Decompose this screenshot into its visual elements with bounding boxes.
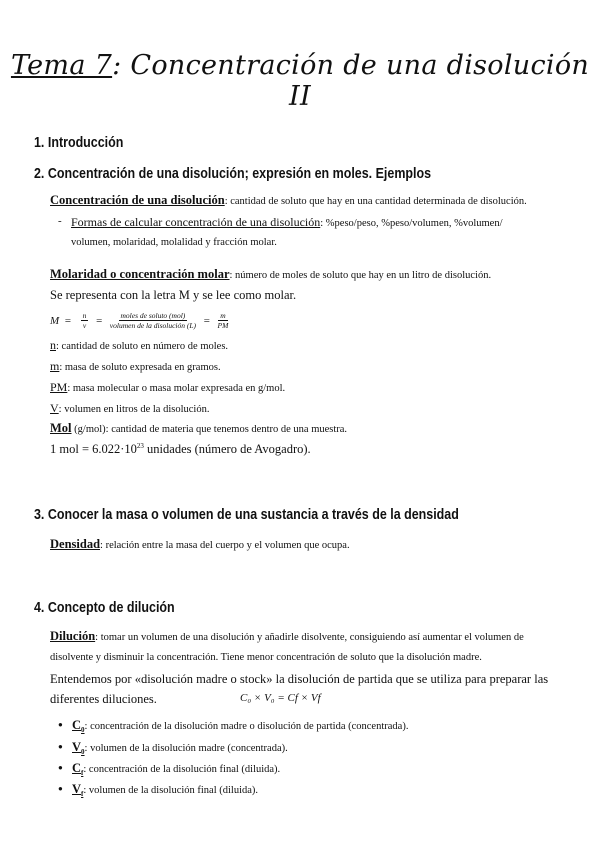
term-concentracion: Concentración de una disolución xyxy=(50,193,225,207)
dash-bullet: - xyxy=(58,215,62,227)
heading-dilucion: 4. Concepto de dilución xyxy=(34,600,175,616)
heading-introduccion: 1. Introducción xyxy=(34,135,124,151)
def-mol-label: Mol xyxy=(50,421,72,435)
avogadro-b: unidades (número de Avogadro). xyxy=(143,442,311,457)
title-rest: : Concentración de una disolución II xyxy=(112,50,590,112)
frac-m-pm xyxy=(217,311,228,330)
title-underlined: Tema 7 xyxy=(10,50,113,81)
para-dilucion-4: diferentes diluciones. xyxy=(50,692,157,706)
frac-v: v xyxy=(82,321,87,330)
text-densidad: : relación entre la masa del cuerpo y el volumen que ocupa. xyxy=(100,540,350,551)
text-molaridad: : número de moles de soluto que hay en un litro de disolución. xyxy=(229,270,492,281)
bullet-subscript: 0 xyxy=(81,726,85,735)
para-dilucion-3: Entendemos por «disolución madre o stock» la disolución de partida que se utiliza para preparar las xyxy=(50,672,549,686)
para-concentracion xyxy=(50,193,527,208)
bullet-symbol: C xyxy=(72,761,82,775)
para-dilucion-2: disolvente y disminuir la concentración. Tiene menor concentración de soluto que la disolución madre. xyxy=(50,652,482,663)
def-n xyxy=(50,338,228,353)
bullet-symbol: V xyxy=(72,782,82,796)
dilution-formula: C₀ × V₀ = Cf × Vf xyxy=(240,692,321,704)
def-m-label: m xyxy=(50,359,60,373)
bullet-symbol: V xyxy=(72,740,82,754)
def-v-text: : volumen en litros de la disolución. xyxy=(58,404,210,415)
frac-pm: PM xyxy=(217,321,229,330)
heading-concentracion: 2. Concentración de una disolución; expresión en moles. Ejemplos xyxy=(34,166,432,182)
frac-moles-vol xyxy=(110,311,196,330)
formula-eq3: = xyxy=(203,314,211,327)
def-mol xyxy=(50,421,347,436)
para-formas-2: volumen, molaridad, molalidad y fracción molar. xyxy=(71,237,277,248)
para-molaridad xyxy=(50,267,491,282)
bullet-text: : concentración de la disolución madre o disolución de partida (concentrada). xyxy=(84,721,409,732)
molarity-formula xyxy=(50,311,232,330)
bullet-subscript: 0 xyxy=(81,748,85,757)
def-pm xyxy=(50,380,285,395)
def-m xyxy=(50,359,221,374)
def-n-text: : cantidad de soluto en número de moles. xyxy=(56,341,229,352)
def-v xyxy=(50,401,209,416)
heading-densidad: 3. Conocer la masa o volumen de una sustancia a través de la densidad xyxy=(34,507,459,523)
para-dilucion-1 xyxy=(50,629,524,644)
para-formas xyxy=(71,215,503,230)
bullet-subscript: f xyxy=(81,790,84,799)
frac-n-v xyxy=(81,311,89,330)
para-represent: Se representa con la letra M y se lee como molar. xyxy=(50,288,297,302)
bullet-dot: ● xyxy=(58,763,63,772)
bullet-text: : volumen de la disolución final (diluida). xyxy=(83,785,259,796)
term-dilucion: Dilución xyxy=(50,629,96,643)
term-molaridad: Molaridad o concentración molar xyxy=(50,267,230,281)
bullet-symbol: C xyxy=(72,718,82,732)
avogadro-line xyxy=(50,442,311,457)
list-item xyxy=(72,761,280,777)
def-v-label: V xyxy=(50,401,59,415)
frac-vol: volumen de la disolución (L) xyxy=(109,321,197,330)
bullet-dot: ● xyxy=(58,742,63,751)
term-densidad: Densidad xyxy=(50,537,101,551)
para-densidad xyxy=(50,537,350,552)
list-item xyxy=(72,740,288,756)
frac-moles: moles de soluto (mol) xyxy=(120,311,186,320)
bullet-subscript: f xyxy=(81,769,84,778)
text-concentracion: : cantidad de soluto que hay en una cantidad determinada de disolución. xyxy=(224,196,527,207)
frac-n: n xyxy=(82,311,87,320)
list-item xyxy=(72,718,408,734)
def-n-label: n xyxy=(50,338,56,352)
text-formas-1: : %peso/peso, %peso/volumen, %volumen/ xyxy=(320,218,503,229)
avogadro-a: 1 mol = 6.022·10 xyxy=(50,442,137,457)
frac-m: m xyxy=(220,311,226,320)
page-title xyxy=(0,50,600,112)
formula-eq2: = xyxy=(95,314,103,327)
bullet-text: : volumen de la disolución madre (concentrada). xyxy=(84,743,288,754)
def-pm-label: PM xyxy=(50,380,68,394)
text-dilucion-1: : tomar un volumen de una disolución y añadirle disolvente, consiguiendo así aumentar el volumen de xyxy=(95,632,524,643)
list-item xyxy=(72,782,258,798)
formula-lhs: M xyxy=(50,314,60,327)
formula-eq1: = xyxy=(64,314,72,327)
def-mol-text: (g/mol): cantidad de materia que tenemos dentro de una muestra. xyxy=(71,424,348,435)
term-formas: Formas de calcular concentración de una disolución xyxy=(71,215,321,229)
bullet-dot: ● xyxy=(58,720,63,729)
def-pm-text: : masa molecular o masa molar expresada en g/mol. xyxy=(67,383,286,394)
bullet-text: : concentración de la disolución final (diluida). xyxy=(83,764,281,775)
avogadro-exp: 23 xyxy=(136,442,144,450)
bullet-dot: ● xyxy=(58,784,63,793)
def-m-text: : masa de soluto expresada en gramos. xyxy=(59,362,221,373)
